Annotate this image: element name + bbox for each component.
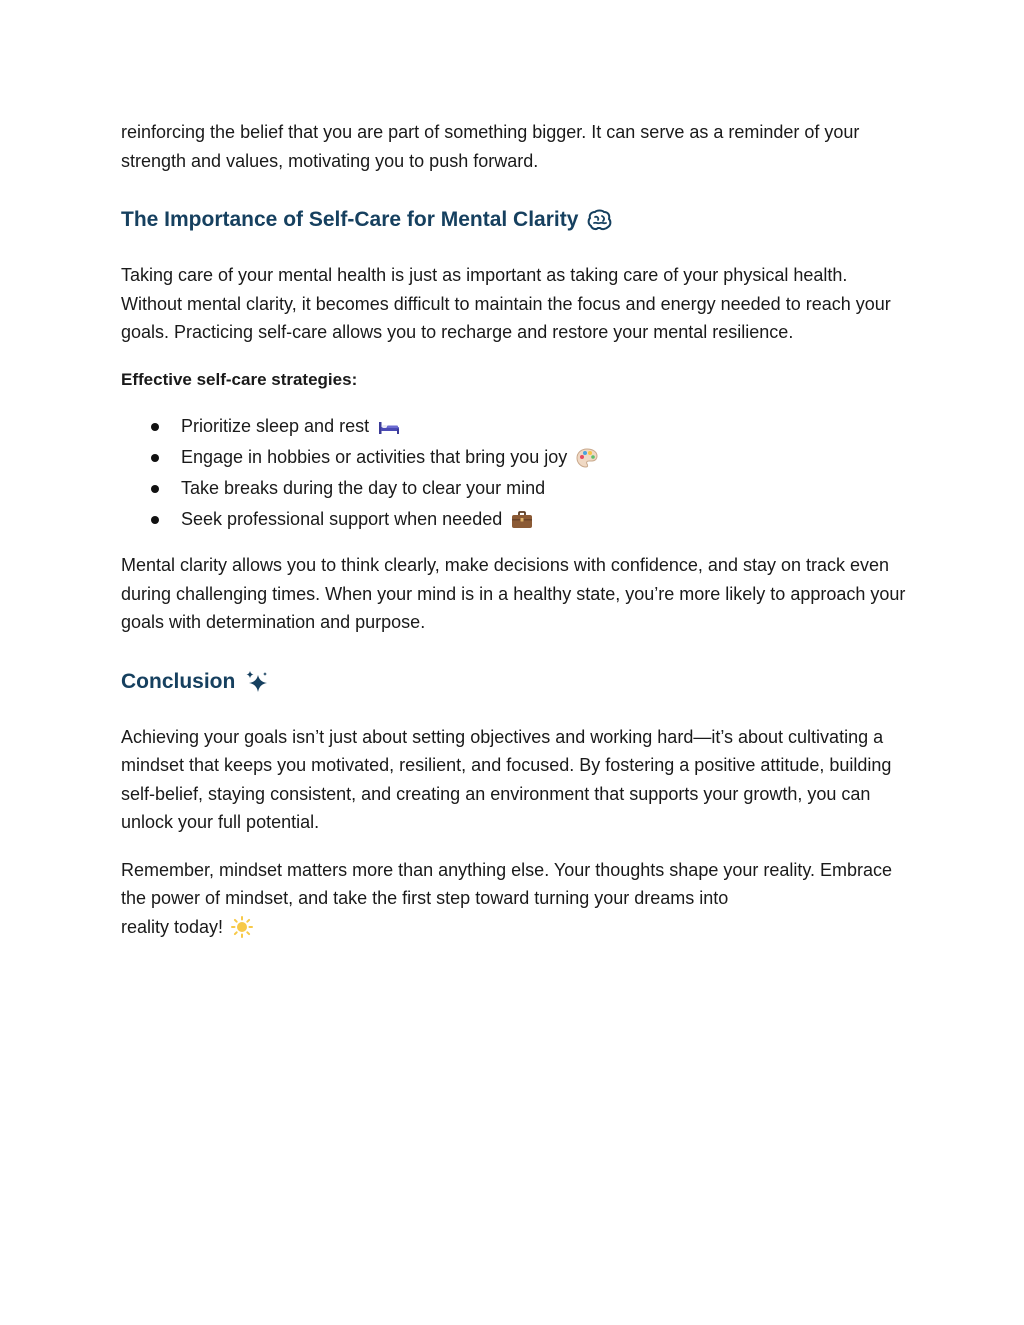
bed-icon [378,419,400,435]
final-line [121,913,253,942]
list-item-text: Engage in hobbies or activities that bring you joy [181,447,568,467]
conclusion-heading [121,667,911,697]
palette-icon [576,448,598,468]
bullet-icon [151,485,159,493]
list-item [121,411,911,442]
list-item-text: Seek professional support when needed [181,509,503,529]
mental-clarity-paragraph: Mental clarity allows you to think clearly, make decisions with confidence, and stay on track even during challenging times. When your mind is in a healthy state, you’re more likely to approach your goals with determination and purpose. [121,555,906,632]
intro-paragraph: reinforcing the belief that you are part of something bigger. It can serve as a reminder of your strength and values, motivating you to push forward. [121,122,860,171]
self-care-heading [121,205,911,235]
final-line-text: reality today! [121,916,224,937]
list-item [121,504,911,535]
brain-icon [587,208,613,232]
bullet-icon [151,423,159,431]
list-item-text: Prioritize sleep and rest [181,416,370,436]
conclusion-paragraph-1: Achieving your goals isn’t just about setting objectives and working hard—it’s about cultivating a mindset that keeps you motivated, resilient, and focused. By fostering a positive attitude, building self-belief, staying consistent, and creating an environment that supports your growth, you can unlock your full potential. [121,726,892,832]
sparkles-icon [244,670,270,694]
conclusion-heading-text: Conclusion [121,669,236,693]
strategies-list [121,411,911,535]
sun-icon [231,916,253,938]
list-item [121,442,911,473]
briefcase-icon [511,511,533,529]
conclusion-paragraph-2 [121,856,911,942]
self-care-heading-text: The Importance of Self-Care for Mental Clarity [121,208,579,231]
list-item [121,473,911,504]
bullet-icon [151,516,159,524]
strategies-title: Effective self-care strategies: [121,369,358,389]
bullet-icon [151,454,159,462]
conclusion-paragraph-2-text: Remember, mindset matters more than anything else. Your thoughts shape your reality. Embrace the power of mindset, and take the first step toward turning your dreams into [121,859,893,908]
document-page [121,118,911,941]
list-item-text: Take breaks during the day to clear your mind [181,478,546,498]
self-care-paragraph: Taking care of your mental health is just as important as taking care of your physical health. Without mental clarity, it becomes difficult to maintain the focus and energy needed to reach your goals. Practicing self-care allows you to recharge and restore your mental resilience. [121,265,891,342]
